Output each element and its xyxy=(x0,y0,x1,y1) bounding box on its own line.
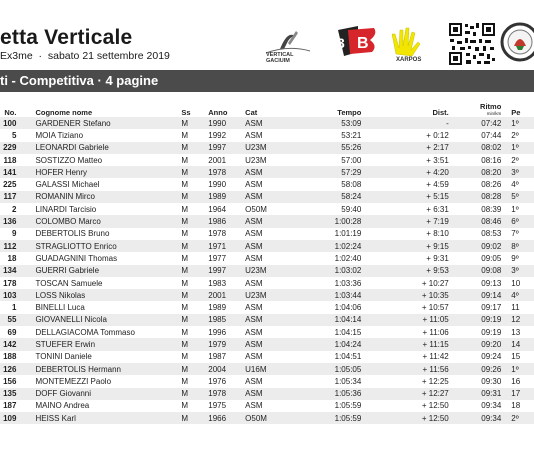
cell-pe: 3º xyxy=(501,265,534,277)
table-row xyxy=(0,314,534,326)
cell-name: MONTEMEZZI Paolo xyxy=(35,376,112,386)
table-row xyxy=(0,301,534,313)
cell-pe: 16 xyxy=(511,376,521,386)
cell-tempo: 1:02:24 xyxy=(299,240,361,252)
cell-tempo: 1:03:02 xyxy=(299,265,361,277)
cell-pe: 2º xyxy=(511,130,519,140)
cell-pe: 10 xyxy=(511,278,521,288)
cell-name: GUADAGNINI Thomas xyxy=(35,253,118,263)
cell-anno: 1990 xyxy=(208,117,245,129)
cell-anno: 1975 xyxy=(208,401,227,411)
cell-pe: 2º xyxy=(511,155,519,165)
cell-pe: 1º xyxy=(501,117,534,129)
cell-ritmo: 08:46 xyxy=(449,215,502,227)
cell-pe: 12 xyxy=(501,314,534,326)
cell-ss: M xyxy=(181,180,189,190)
col-header-dist: Dist. xyxy=(432,108,449,117)
cell-cat: ASM xyxy=(245,191,299,203)
col-header-ritmo-unit: min/km xyxy=(486,111,502,116)
cell-no: 156 xyxy=(3,376,17,386)
table-row xyxy=(0,412,534,424)
cell-no: 103 xyxy=(0,289,16,301)
cell-ss: M xyxy=(181,166,208,178)
table-row xyxy=(0,203,534,215)
cell-ss: M xyxy=(181,215,208,227)
cell-name: GARDENER Stefano xyxy=(16,117,181,129)
cell-dist: + 8:10 xyxy=(426,229,449,239)
cell-pe: 4º xyxy=(511,180,519,190)
cell-name: LOSS Nikolas xyxy=(16,289,181,301)
table-row xyxy=(0,388,534,400)
cell-ritmo: 08:53 xyxy=(481,229,502,239)
cell-name: MAINO Andrea xyxy=(35,401,90,411)
cell-anno: 1978 xyxy=(208,166,245,178)
col-header-name: Cognome nome xyxy=(35,108,93,117)
cell-anno: 1997 xyxy=(208,142,245,154)
cell-dist: + 9:53 xyxy=(361,265,448,277)
table-row xyxy=(0,129,534,141)
cell-cat: ASM xyxy=(245,327,263,337)
cell-tempo: 53:21 xyxy=(341,130,362,140)
col-header-tempo: Tempo xyxy=(337,108,362,117)
cell-dist: + 12:27 xyxy=(361,388,448,400)
results-table xyxy=(0,103,534,424)
table-row xyxy=(0,252,534,264)
cell-dist: + 6:31 xyxy=(426,204,449,214)
cell-no: 136 xyxy=(0,215,16,227)
cell-anno: 1996 xyxy=(208,327,227,337)
cell-tempo: 57:29 xyxy=(299,166,361,178)
cell-pe: 1º xyxy=(511,204,519,214)
cell-cat: ASM xyxy=(245,229,263,239)
table-row xyxy=(0,166,534,178)
cell-name: GUERRI Gabriele xyxy=(16,265,181,277)
table-row xyxy=(0,142,534,154)
cell-no: 229 xyxy=(0,142,16,154)
cell-ritmo: 09:19 xyxy=(449,314,502,326)
cell-dist: + 12:50 xyxy=(421,401,449,411)
cell-anno: 1992 xyxy=(208,130,227,140)
cell-ss: M xyxy=(181,412,208,424)
cell-name: STRAGLIOTTO Enrico xyxy=(16,240,181,252)
cell-pe: 17 xyxy=(501,388,534,400)
cell-tempo: 1:05:34 xyxy=(334,376,362,386)
table-row xyxy=(0,400,534,412)
cell-pe: 13 xyxy=(511,327,521,337)
cell-name: TOSCAN Samuele xyxy=(35,278,103,288)
vertical-logo xyxy=(262,27,314,64)
cell-tempo: 1:03:36 xyxy=(334,278,362,288)
cell-no: 134 xyxy=(0,265,16,277)
cell-pe: 4º xyxy=(501,289,534,301)
cell-dist: + 10:35 xyxy=(361,289,448,301)
cell-anno: 1985 xyxy=(208,314,245,326)
table-row xyxy=(0,338,534,350)
cell-ritmo: 08:28 xyxy=(449,191,502,203)
cell-dist: + 12:25 xyxy=(421,376,449,386)
table-row xyxy=(0,326,534,338)
cell-ritmo: 07:42 xyxy=(449,117,502,129)
cell-pe: 6º xyxy=(501,215,534,227)
cell-tempo: 59:40 xyxy=(341,204,362,214)
cell-anno: 1986 xyxy=(208,215,245,227)
page-title: etta Verticale xyxy=(0,26,133,49)
col-header-pe: Pe xyxy=(511,108,521,117)
cell-no: 141 xyxy=(0,166,16,178)
cell-anno: 1989 xyxy=(208,303,227,313)
svg-text:B: B xyxy=(357,35,369,52)
cell-ss: M xyxy=(181,155,189,165)
cell-ritmo: 09:05 xyxy=(481,253,502,263)
cell-ss: M xyxy=(181,303,189,313)
cell-tempo: 58:24 xyxy=(299,191,361,203)
cell-ritmo: 09:02 xyxy=(449,240,502,252)
cell-name: TONINI Daniele xyxy=(35,352,92,362)
cell-dist: + 11:06 xyxy=(422,327,449,337)
cell-name: GALASSI Michael xyxy=(35,180,100,190)
subtitle-separator: · xyxy=(38,50,43,62)
cell-dist: + 2:17 xyxy=(361,142,448,154)
cell-tempo: 1:05:05 xyxy=(299,363,361,375)
cell-name: HOFER Henry xyxy=(16,166,181,178)
cell-ss: M xyxy=(181,130,189,140)
cell-ritmo: 09:13 xyxy=(481,278,502,288)
col-header-ritmo xyxy=(449,103,502,117)
cell-anno: 1979 xyxy=(208,338,245,350)
cell-dist: + 4:20 xyxy=(361,166,448,178)
cell-ritmo: 09:14 xyxy=(449,289,502,301)
cell-cat: ASM xyxy=(245,278,263,288)
cell-pe: 1º xyxy=(501,142,534,154)
cell-cat: ASM xyxy=(245,130,263,140)
cell-no: 100 xyxy=(0,117,16,129)
cell-cat: ASM xyxy=(245,303,263,313)
cell-tempo: 55:26 xyxy=(299,142,361,154)
cell-dist: + 9:15 xyxy=(361,240,448,252)
cell-ss: M xyxy=(181,338,208,350)
cell-ss: M xyxy=(181,401,189,411)
xarpos-logo xyxy=(380,24,436,64)
cell-ritmo: 09:20 xyxy=(449,338,502,350)
cell-anno: 1966 xyxy=(208,412,245,424)
cell-tempo: 53:09 xyxy=(299,117,361,129)
cell-dist: + 10:27 xyxy=(421,278,449,288)
cell-name: LEONARDI Gabriele xyxy=(16,142,181,154)
col-header-ritmo-label: Ritmo xyxy=(480,102,502,111)
cell-tempo: 1:05:59 xyxy=(334,401,362,411)
cell-ss: M xyxy=(181,265,208,277)
cell-no: 225 xyxy=(3,180,17,190)
cell-tempo: 58:08 xyxy=(341,180,362,190)
subtitle-event: Ex3me xyxy=(0,50,33,62)
cell-dist: - xyxy=(361,117,448,129)
cell-cat: ASM xyxy=(245,352,263,362)
svg-text:3: 3 xyxy=(337,35,345,51)
vertical-logo-text: VERTICAL GACIUIM xyxy=(266,52,294,64)
b-logo xyxy=(334,22,380,60)
cell-cat: U23M xyxy=(245,155,267,165)
cell-cat: ASM xyxy=(245,253,263,263)
cell-pe: 5º xyxy=(501,191,534,203)
cell-no: 118 xyxy=(3,155,17,165)
cell-anno: 1977 xyxy=(208,253,227,263)
cell-dist: + 11:42 xyxy=(422,352,449,362)
cell-pe: 15 xyxy=(511,352,521,362)
cell-no: 135 xyxy=(0,388,16,400)
cell-dist: + 11:56 xyxy=(361,363,448,375)
col-header-cat: Cat xyxy=(245,108,258,117)
cell-dist: + 9:31 xyxy=(426,253,449,263)
cell-ritmo: 09:26 xyxy=(449,363,502,375)
cell-no: 142 xyxy=(0,338,16,350)
cell-dist: + 3:51 xyxy=(426,155,449,165)
qr-code xyxy=(448,22,496,66)
cell-cat: O50M xyxy=(245,412,299,424)
cell-cat: ASM xyxy=(245,401,263,411)
cell-name: GIOVANELLI Nicola xyxy=(16,314,181,326)
cell-cat: ASM xyxy=(245,117,299,129)
cell-tempo: 1:01:19 xyxy=(334,229,362,239)
table-row xyxy=(0,289,534,301)
cell-ritmo: 09:34 xyxy=(481,401,502,411)
cell-name: ROMANIN Mirco xyxy=(16,191,181,203)
cell-tempo: 1:02:40 xyxy=(334,253,362,263)
cell-anno: 1987 xyxy=(208,352,227,362)
table-row xyxy=(0,375,534,387)
cell-tempo: 57:00 xyxy=(341,155,362,165)
cell-no: 109 xyxy=(0,412,16,424)
col-header-ss: Ss xyxy=(181,108,191,117)
cell-no: 178 xyxy=(3,278,17,288)
cell-dist: + 11:05 xyxy=(361,314,448,326)
cell-ss: M xyxy=(181,314,208,326)
cell-ss: M xyxy=(181,352,189,362)
cell-tempo: 1:00:28 xyxy=(299,215,361,227)
cell-dist: + 12:50 xyxy=(361,412,448,424)
cell-no: 187 xyxy=(3,401,17,411)
cell-ss: M xyxy=(181,142,208,154)
cell-ss: M xyxy=(181,327,189,337)
cell-anno: 1978 xyxy=(208,229,227,239)
cell-tempo: 1:03:44 xyxy=(299,289,361,301)
cell-ritmo: 07:44 xyxy=(481,130,502,140)
page-subtitle xyxy=(0,50,170,62)
cell-tempo: 1:05:59 xyxy=(299,412,361,424)
cell-anno: 1978 xyxy=(208,388,245,400)
cell-cat: ASM xyxy=(245,180,263,190)
cell-name: DEBERTOLIS Bruno xyxy=(35,229,110,239)
cell-anno: 1989 xyxy=(208,191,245,203)
table-row xyxy=(0,351,534,363)
cell-ss: M xyxy=(181,191,208,203)
cell-cat: ASM xyxy=(245,376,263,386)
cell-ritmo: 08:16 xyxy=(481,155,502,165)
cell-name: DEBERTOLIS Hermann xyxy=(16,363,181,375)
cell-dist: + 7:19 xyxy=(361,215,448,227)
cell-cat: ASM xyxy=(245,338,299,350)
cell-pe: 3º xyxy=(501,166,534,178)
cell-anno: 1990 xyxy=(208,180,227,190)
cell-no: 188 xyxy=(3,352,17,362)
cell-name: LINARDI Tarcisio xyxy=(35,204,97,214)
cell-anno: 1997 xyxy=(208,265,245,277)
cell-ritmo: 08:26 xyxy=(481,180,502,190)
cell-anno: 1976 xyxy=(208,376,227,386)
cell-ss: M xyxy=(181,229,189,239)
cell-name: SOSTIZZO Matteo xyxy=(35,155,103,165)
seal-logo xyxy=(500,22,534,62)
table-row xyxy=(0,240,534,252)
cell-pe: 9º xyxy=(511,253,519,263)
cell-no: 69 xyxy=(7,327,17,337)
cell-pe: 8º xyxy=(501,240,534,252)
table-row xyxy=(0,191,534,203)
cell-pe: 2º xyxy=(501,412,534,424)
cell-ritmo: 08:20 xyxy=(449,166,502,178)
cell-anno: 1983 xyxy=(208,278,227,288)
table-row xyxy=(0,228,534,240)
cell-anno: 1964 xyxy=(208,204,227,214)
cell-ritmo: 08:02 xyxy=(449,142,502,154)
cell-cat: U16M xyxy=(245,363,299,375)
table-row xyxy=(0,277,534,289)
cell-cat: ASM xyxy=(245,240,299,252)
cell-no: 2 xyxy=(12,204,17,214)
cell-no: 117 xyxy=(0,191,16,203)
table-row xyxy=(0,178,534,190)
cell-name: DELLAGIACOMA Tommaso xyxy=(35,327,135,337)
cell-name: BINELLI Luca xyxy=(35,303,85,313)
cell-no: 126 xyxy=(0,363,16,375)
cell-cat: U23M xyxy=(245,289,299,301)
cell-cat: O50M xyxy=(245,204,267,214)
cell-cat: U23M xyxy=(245,265,299,277)
cell-dist: + 0:12 xyxy=(426,130,449,140)
cell-cat: ASM xyxy=(245,314,299,326)
cell-pe: 14 xyxy=(501,338,534,350)
cell-ritmo: 09:08 xyxy=(449,265,502,277)
cell-anno: 2001 xyxy=(208,155,227,165)
cell-tempo: 1:04:06 xyxy=(334,303,362,313)
cell-dist: + 10:57 xyxy=(421,303,449,313)
cell-no: 18 xyxy=(7,253,17,263)
cell-tempo: 1:05:36 xyxy=(299,388,361,400)
cell-pe: 11 xyxy=(511,303,520,313)
cell-ss: M xyxy=(181,363,208,375)
cell-ritmo: 08:39 xyxy=(481,204,502,214)
cell-ritmo: 09:31 xyxy=(449,388,502,400)
cell-tempo: 1:04:14 xyxy=(299,314,361,326)
table-row xyxy=(0,265,534,277)
cell-dist: + 5:15 xyxy=(361,191,448,203)
table-row xyxy=(0,363,534,375)
cell-ritmo: 09:24 xyxy=(481,352,502,362)
cell-cat: U23M xyxy=(245,142,299,154)
cell-no: 5 xyxy=(12,130,17,140)
cell-no: 55 xyxy=(0,314,16,326)
cell-no: 112 xyxy=(0,240,16,252)
table-header-row xyxy=(0,103,534,117)
cell-pe: 7º xyxy=(511,229,519,239)
cell-cat: ASM xyxy=(245,388,299,400)
cell-anno: 2001 xyxy=(208,289,245,301)
cell-cat: ASM xyxy=(245,215,299,227)
cell-cat: ASM xyxy=(245,166,299,178)
subtitle-date: sabato 21 settembre 2019 xyxy=(47,50,170,62)
cell-no: 1 xyxy=(12,303,17,313)
cell-anno: 1971 xyxy=(208,240,245,252)
cell-tempo: 1:04:15 xyxy=(334,327,362,337)
cell-ss: M xyxy=(181,278,189,288)
cell-ss: M xyxy=(181,388,208,400)
cell-ss: M xyxy=(181,240,208,252)
cell-ss: M xyxy=(181,204,189,214)
cell-dist: + 4:59 xyxy=(426,180,449,190)
cell-ritmo: 09:17 xyxy=(481,303,502,313)
cell-ritmo: 09:34 xyxy=(449,412,502,424)
cell-ss: M xyxy=(181,376,189,386)
col-header-anno: Anno xyxy=(208,108,228,117)
cell-dist: + 11:15 xyxy=(361,338,448,350)
table-row xyxy=(0,117,534,129)
cell-pe: 18 xyxy=(511,401,521,411)
category-band: ti - Competitiva · 4 pagine xyxy=(0,70,534,92)
cell-ss: M xyxy=(181,253,189,263)
xarpos-logo-text: XARPOS xyxy=(396,57,422,63)
cell-tempo: 1:04:51 xyxy=(334,352,362,362)
cell-name: HEISS Karl xyxy=(16,412,181,424)
cell-ritmo: 09:19 xyxy=(481,327,502,337)
cell-name: STUEFER Erwin xyxy=(16,338,181,350)
cell-pe: 1º xyxy=(501,363,534,375)
cell-name: COLOMBO Marco xyxy=(16,215,181,227)
cell-ss: M xyxy=(181,289,208,301)
table-row xyxy=(0,154,534,166)
cell-no: 9 xyxy=(12,229,17,239)
cell-tempo: 1:04:24 xyxy=(299,338,361,350)
table-row xyxy=(0,215,534,227)
cell-ss: M xyxy=(181,117,208,129)
col-header-no: No. xyxy=(4,108,17,117)
cell-name: DOFF Giovanni xyxy=(16,388,181,400)
cell-anno: 2004 xyxy=(208,363,245,375)
cell-ritmo: 09:30 xyxy=(481,376,502,386)
cell-name: MOIA Tiziano xyxy=(35,130,84,140)
